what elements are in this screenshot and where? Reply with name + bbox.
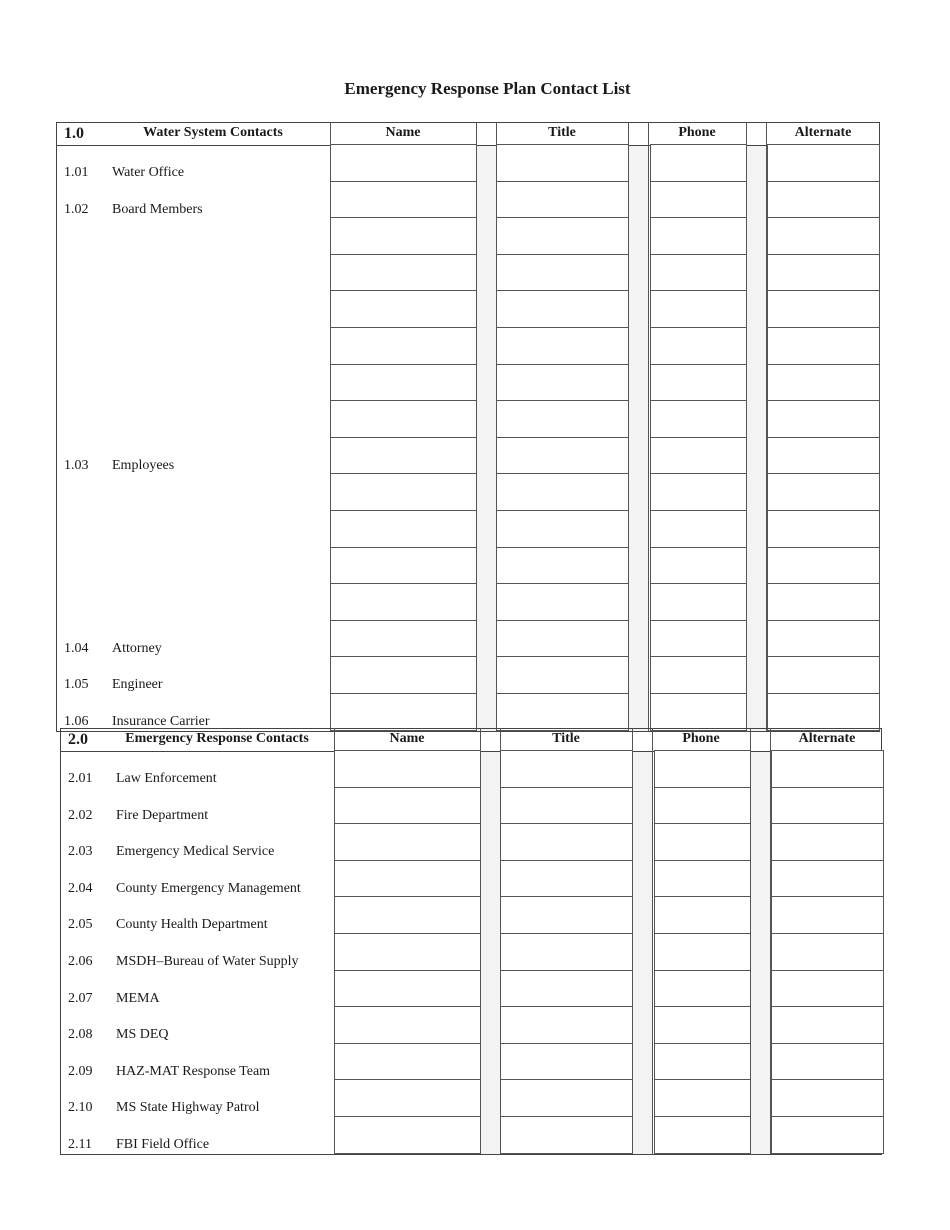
- entry-alternate-box[interactable]: [771, 1079, 884, 1117]
- contact-row-number: 1.01: [64, 165, 89, 180]
- contact-row-number: 1.05: [64, 677, 89, 693]
- entry-name-box[interactable]: [334, 1006, 481, 1044]
- contact-row-number: 2.04: [68, 880, 93, 896]
- entry-name-box[interactable]: [330, 364, 477, 402]
- contact-row-text: MS DEQ: [116, 1027, 169, 1043]
- entry-title-box[interactable]: [496, 473, 629, 511]
- entry-phone-box[interactable]: [650, 144, 747, 182]
- entry-title-box[interactable]: [500, 750, 633, 788]
- entry-phone-box[interactable]: [650, 364, 747, 402]
- entry-title-box[interactable]: [496, 181, 629, 219]
- entry-name-box[interactable]: [334, 970, 481, 1008]
- page-title: Emergency Response Plan Contact List: [344, 79, 631, 98]
- entry-phone-box[interactable]: [654, 970, 751, 1008]
- entry-name-box[interactable]: [330, 254, 477, 292]
- entry-phone-box[interactable]: [654, 787, 751, 825]
- contact-row-number: 1.03: [64, 457, 89, 473]
- entry-alternate-box[interactable]: [767, 181, 880, 219]
- column-header-name: Name: [389, 731, 425, 746]
- contact-row-label: [64, 677, 163, 693]
- section-1-0: [56, 122, 880, 732]
- contact-row-text: Fire Department: [116, 807, 209, 823]
- contact-row-label: [68, 991, 160, 1007]
- entry-alternate-box[interactable]: [771, 1116, 884, 1154]
- entry-alternate-box[interactable]: [771, 1043, 884, 1081]
- column-header-phone: Phone: [678, 125, 716, 140]
- entry-phone-box[interactable]: [650, 656, 747, 694]
- entry-title-box[interactable]: [496, 620, 629, 658]
- entry-phone-box[interactable]: [654, 860, 751, 898]
- entry-title-box[interactable]: [496, 510, 629, 548]
- entry-name-box[interactable]: [330, 510, 477, 548]
- entry-name-box[interactable]: [330, 217, 477, 255]
- entry-alternate-box[interactable]: [771, 1006, 884, 1044]
- entry-phone-box[interactable]: [654, 933, 751, 971]
- entry-alternate-box[interactable]: [771, 750, 884, 788]
- column-header-name: Name: [385, 125, 421, 140]
- contact-row-label: [68, 1027, 169, 1043]
- entry-phone-box[interactable]: [650, 620, 747, 658]
- entry-phone-box[interactable]: [654, 750, 751, 788]
- column-header-title: Title: [548, 125, 576, 140]
- entry-name-box[interactable]: [330, 181, 477, 219]
- entry-phone-box[interactable]: [654, 1079, 751, 1117]
- contact-row-number: 1.06: [64, 714, 89, 729]
- entry-alternate-box[interactable]: [771, 787, 884, 825]
- entry-name-box[interactable]: [334, 896, 481, 934]
- entry-title-box[interactable]: [500, 933, 633, 971]
- contact-row-label: [68, 881, 301, 897]
- contact-row-number: 2.03: [68, 844, 93, 860]
- entry-title-box[interactable]: [496, 656, 629, 694]
- entry-title-box[interactable]: [500, 1006, 633, 1044]
- entry-title-box[interactable]: [496, 254, 629, 292]
- contact-row-number: 2.06: [68, 954, 93, 969]
- entry-phone-box[interactable]: [650, 437, 747, 475]
- entry-name-box[interactable]: [330, 583, 477, 621]
- entry-title-box[interactable]: [500, 1043, 633, 1081]
- column-header-phone: Phone: [682, 731, 720, 746]
- entry-phone-box[interactable]: [650, 327, 747, 365]
- entry-alternate-box[interactable]: [771, 823, 884, 861]
- contact-row-label: [64, 165, 184, 181]
- entry-phone-box[interactable]: [654, 823, 751, 861]
- entry-alternate-box[interactable]: [767, 583, 880, 621]
- entry-title-box[interactable]: [500, 1079, 633, 1117]
- entry-alternate-box[interactable]: [767, 510, 880, 548]
- entry-phone-box[interactable]: [650, 290, 747, 328]
- entry-alternate-box[interactable]: [767, 693, 880, 731]
- contact-row-number: 1.04: [64, 640, 89, 656]
- contact-row-number: 2.01: [68, 771, 93, 786]
- contact-row-text: Engineer: [112, 677, 163, 693]
- entry-name-box[interactable]: [334, 750, 481, 788]
- section-header: [56, 122, 880, 146]
- entry-title-box[interactable]: [500, 1116, 633, 1154]
- contact-row-number: 1.02: [64, 201, 89, 217]
- entry-name-box[interactable]: [334, 933, 481, 971]
- contact-row-number: 2.05: [68, 917, 93, 933]
- contact-row-text: Law Enforcement: [116, 771, 217, 786]
- entry-title-box[interactable]: [500, 823, 633, 861]
- entry-title-box[interactable]: [496, 290, 629, 328]
- entry-alternate-box[interactable]: [767, 217, 880, 255]
- entry-title-box[interactable]: [496, 437, 629, 475]
- entry-alternate-box[interactable]: [767, 254, 880, 292]
- entry-title-box[interactable]: [500, 787, 633, 825]
- entry-alternate-box[interactable]: [767, 144, 880, 182]
- entry-phone-box[interactable]: [650, 693, 747, 731]
- entry-title-box[interactable]: [496, 327, 629, 365]
- contact-row-text: Insurance Carrier: [112, 714, 210, 729]
- entry-alternate-box[interactable]: [767, 364, 880, 402]
- entry-alternate-box[interactable]: [767, 547, 880, 585]
- contact-row-number: 2.11: [68, 1137, 92, 1152]
- column-gap: [747, 146, 766, 731]
- column-gap: [751, 752, 770, 1154]
- contact-row-label: [68, 1100, 260, 1116]
- contact-row-number: 2.10: [68, 1100, 93, 1116]
- contact-row-label: [64, 458, 174, 474]
- entry-name-box[interactable]: [330, 290, 477, 328]
- contact-row-label: [68, 954, 299, 970]
- column-divider: [648, 122, 649, 731]
- entry-phone-box[interactable]: [654, 1006, 751, 1044]
- entry-title-box[interactable]: [496, 693, 629, 731]
- entry-name-box[interactable]: [330, 144, 477, 182]
- entry-name-box[interactable]: [334, 860, 481, 898]
- column-divider: [652, 728, 653, 1154]
- entry-title-box[interactable]: [500, 970, 633, 1008]
- contact-row-text: County Health Department: [116, 917, 268, 933]
- contact-row-number: 2.08: [68, 1027, 93, 1043]
- contact-row-label: [68, 917, 268, 933]
- entry-name-box[interactable]: [334, 823, 481, 861]
- entry-alternate-box[interactable]: [767, 620, 880, 658]
- contact-row-text: MS State Highway Patrol: [116, 1100, 260, 1116]
- entry-title-box[interactable]: [496, 547, 629, 585]
- contact-row-text: County Emergency Management: [116, 880, 301, 896]
- column-header-alternate: Alternate: [794, 125, 852, 140]
- section-2-0: [60, 728, 882, 1155]
- contact-row-text: FBI Field Office: [116, 1137, 210, 1152]
- contact-row-text: Board Members: [112, 201, 203, 217]
- entry-title-box[interactable]: [500, 860, 633, 898]
- entry-phone-box[interactable]: [650, 547, 747, 585]
- entry-phone-box[interactable]: [650, 473, 747, 511]
- contact-row-text: Attorney: [112, 640, 162, 656]
- entry-phone-box[interactable]: [650, 254, 747, 292]
- entry-alternate-box[interactable]: [771, 896, 884, 934]
- section-heading: Emergency Response Contacts: [125, 731, 309, 746]
- column-gap: [477, 146, 496, 731]
- contact-row-label: [68, 844, 274, 860]
- entry-title-box[interactable]: [496, 400, 629, 438]
- entry-name-box[interactable]: [330, 693, 477, 731]
- entry-phone-box[interactable]: [654, 1116, 751, 1154]
- entry-phone-box[interactable]: [650, 400, 747, 438]
- entry-phone-box[interactable]: [654, 1043, 751, 1081]
- column-gap: [629, 146, 648, 731]
- entry-name-box[interactable]: [334, 1043, 481, 1081]
- entry-name-box[interactable]: [334, 1116, 481, 1154]
- entry-name-box[interactable]: [330, 620, 477, 658]
- contact-row-label: [68, 808, 208, 824]
- entry-alternate-box[interactable]: [767, 400, 880, 438]
- entry-alternate-box[interactable]: [767, 656, 880, 694]
- column-header-alternate: Alternate: [798, 731, 856, 746]
- entry-title-box[interactable]: [496, 583, 629, 621]
- entry-title-box[interactable]: [500, 896, 633, 934]
- contact-row-text: Employees: [112, 457, 175, 473]
- entry-alternate-box[interactable]: [771, 860, 884, 898]
- entry-name-box[interactable]: [330, 327, 477, 365]
- section-header: [60, 728, 882, 752]
- entry-name-box[interactable]: [330, 437, 477, 475]
- contact-row-text: Emergency Medical Service: [116, 844, 275, 860]
- contact-row-number: 2.02: [68, 807, 93, 823]
- entry-name-box[interactable]: [330, 400, 477, 438]
- entry-phone-box[interactable]: [650, 217, 747, 255]
- entry-alternate-box[interactable]: [767, 327, 880, 365]
- entry-name-box[interactable]: [330, 473, 477, 511]
- entry-phone-box[interactable]: [650, 583, 747, 621]
- column-gap: [633, 752, 652, 1154]
- entry-phone-box[interactable]: [650, 510, 747, 548]
- entry-name-box[interactable]: [330, 547, 477, 585]
- entry-title-box[interactable]: [496, 144, 629, 182]
- column-gap: [481, 752, 500, 1154]
- entry-name-box[interactable]: [334, 1079, 481, 1117]
- contact-row-label: [68, 1064, 270, 1080]
- column-header-title: Title: [552, 731, 580, 746]
- contact-row-text: MEMA: [116, 990, 160, 1006]
- contact-row-text: HAZ-MAT Response Team: [116, 1063, 271, 1079]
- entry-alternate-box[interactable]: [767, 473, 880, 511]
- entry-alternate-box[interactable]: [767, 290, 880, 328]
- entry-title-box[interactable]: [496, 364, 629, 402]
- contact-row-text: MSDH–Bureau of Water Supply: [116, 954, 299, 969]
- contact-row-label: [68, 771, 217, 787]
- contact-row-label: [64, 202, 203, 218]
- entry-name-box[interactable]: [334, 787, 481, 825]
- section-number: 2.0: [68, 731, 88, 748]
- contact-row-number: 2.07: [68, 990, 93, 1006]
- entry-phone-box[interactable]: [654, 896, 751, 934]
- contact-row-text: Water Office: [112, 165, 185, 180]
- entry-alternate-box[interactable]: [771, 970, 884, 1008]
- contact-row-label: [68, 1137, 209, 1153]
- entry-name-box[interactable]: [330, 656, 477, 694]
- contact-row-number: 2.09: [68, 1063, 93, 1079]
- entry-title-box[interactable]: [496, 217, 629, 255]
- entry-alternate-box[interactable]: [767, 437, 880, 475]
- entry-alternate-box[interactable]: [771, 933, 884, 971]
- entry-phone-box[interactable]: [650, 181, 747, 219]
- section-heading: Water System Contacts: [143, 125, 283, 140]
- section-number: 1.0: [64, 125, 84, 142]
- contact-row-label: [64, 641, 162, 657]
